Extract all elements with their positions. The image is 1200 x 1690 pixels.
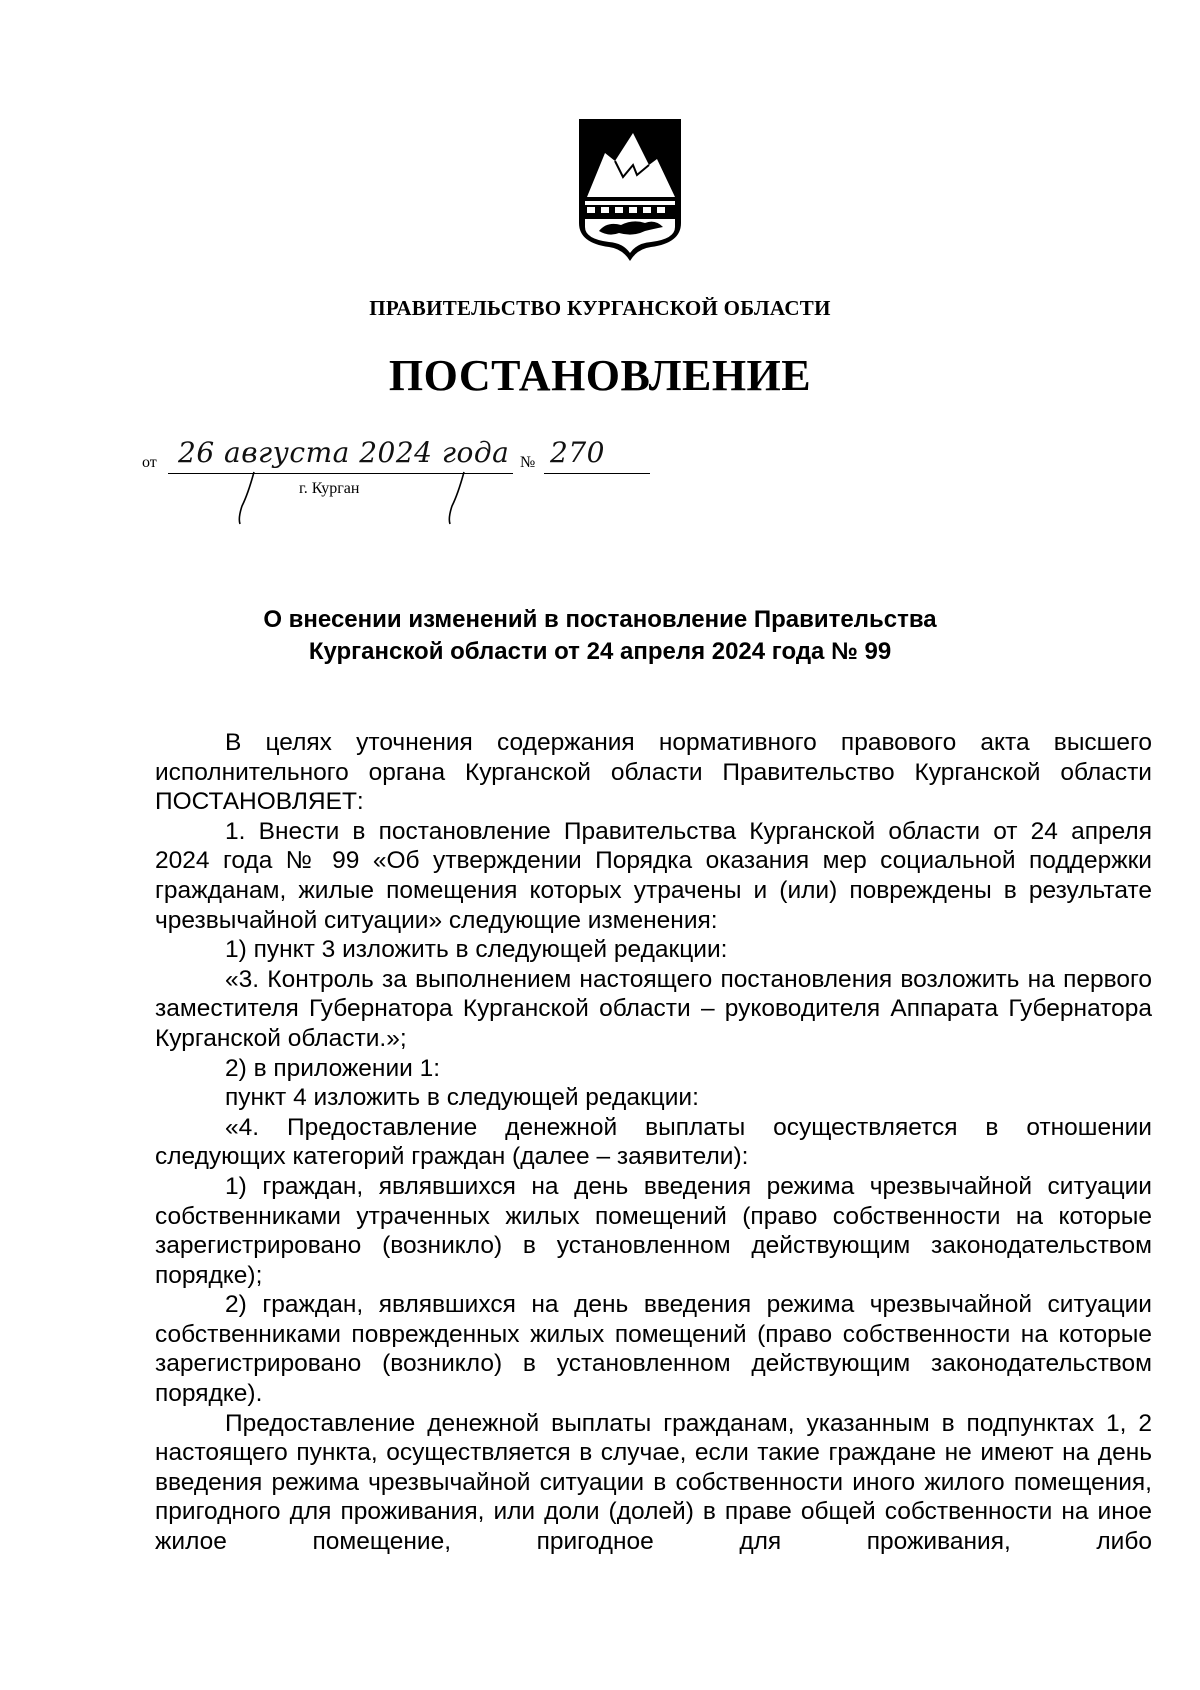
- number-prefix: №: [520, 454, 536, 471]
- title-line-1: О внесении изменений в постановление Правительства: [263, 606, 937, 633]
- paragraph-clause-4-intro: пункт 4 изложить в следующей редакции:: [225, 1084, 699, 1112]
- coat-of-arms-icon: [575, 115, 685, 265]
- paragraph-clause-3: «3. Контроль за выполнением настоящего постановления возложить на первого заместителя Губернатора Курганской области – руководителя Аппарата Губернатора Курганской области.»;: [155, 965, 1152, 1052]
- number-underline: [544, 473, 650, 474]
- paragraph-subitem-2: 2) в приложении 1:: [225, 1054, 441, 1082]
- date-prefix: от: [142, 454, 157, 471]
- number-handwritten: 270: [550, 436, 605, 469]
- organization-name: ПРАВИТЕЛЬСТВО КУРГАНСКОЙ ОБЛАСТИ: [369, 296, 831, 320]
- paragraph-category-2: 2) граждан, являвшихся на день введения режима чрезвычайной ситуации собственниками поврежденных жилых помещений (право собственности на которые зарегистрировано (возникло) в установленном действующим законодательством порядке).: [155, 1291, 1152, 1408]
- document-type: ПОСТАНОВЛЕНИЕ: [388, 351, 812, 400]
- date-handwritten: 26 августа 2024 года: [178, 436, 510, 469]
- paragraph-item-1: 1. Внести в постановление Правительства Курганской области от 24 апреля 2024 года № 99 «Об утверждении Порядка оказания мер социальной поддержки гражданам, жилые помещения которых утрачены и (или) повреждены в результате чрезвычайной ситуации» следующие изменения:: [155, 817, 1152, 934]
- date-number-line: [142, 436, 662, 526]
- city-name: г. Курган: [299, 480, 360, 497]
- document-title: [0, 604, 1200, 668]
- paragraph-clause-4: «4. Предоставление денежной выплаты осуществляется в отношении следующих категорий граждан (далее – заявители):: [155, 1113, 1152, 1171]
- title-line-2: Курганской области от 24 апреля 2024 года № 99: [308, 638, 892, 665]
- date-pen-stroke: [232, 470, 262, 526]
- paragraph-subitem-1: 1) пункт 3 изложить в следующей редакции:: [225, 936, 728, 964]
- document-body: [155, 728, 1152, 1557]
- paragraph-category-1: 1) граждан, являвшихся на день введения режима чрезвычайной ситуации собственниками утраченных жилых помещений (право собственности на которые зарегистрировано (возникло) в установленном действующим законодательством порядке);: [155, 1172, 1152, 1289]
- paragraph-conditions: Предоставление денежной выплаты гражданам, указанным в подпунктах 1, 2 настоящего пункта, осуществляется в случае, если такие граждане не имеют на день введения режима чрезвычайной ситуации в собственности иного жилого помещения, пригодного для проживания, или доли (долей) в праве общей собственности на иное жилое помещение, пригодное для проживания, либо: [155, 1409, 1152, 1556]
- year-pen-stroke: [442, 470, 472, 526]
- paragraph-preamble: В целях уточнения содержания нормативного правового акта высшего исполнительного органа Курганской области Правительство Курганской области ПОСТАНОВЛЯЕТ:: [155, 729, 1152, 816]
